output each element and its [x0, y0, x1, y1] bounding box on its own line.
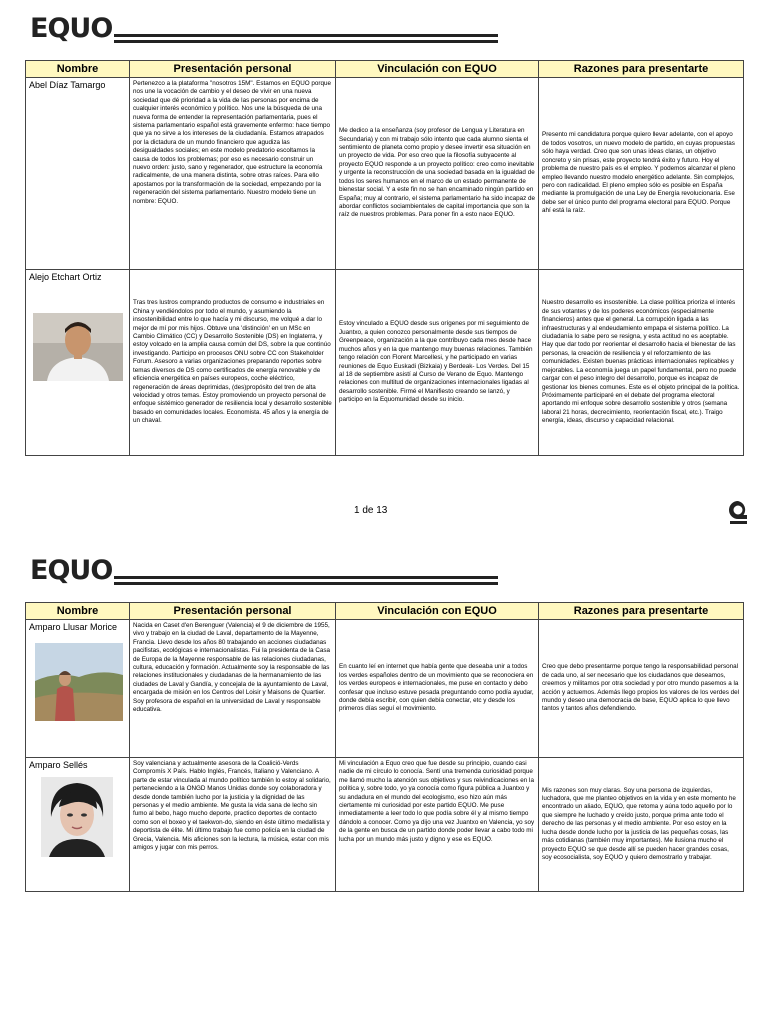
candidate-presentation: Tras tres lustros comprando productos de consumo e industriales en China y vendiéndolos por todo el mundo, y asumiendo la insostenibilidad entre lo que hacía y mi discurso, me volqué a dar lo mejor de mí por mis hijos. Obtuve una 'distinción' en un MSc en Cambio Climático (CC) y Desarrollo Sostenible (DS) en Inglaterra, y estoy volcado en la amplia causa común del DS, sobre la que continúo investigando. Participo en procesos ONU sobre CC con Stakeholder Forum. Asesoro a varias organizaciones preparando reportes sobre temas diversos de DS como certificados de energía renovable y de eficiencia energética en países europeos, coche eléctrico, regeneración de áreas deprimidas, (des)propósito del tren de alta velocidad y otros temas. Estoy promoviendo un proyecto personal de enfoque sistémico generador de resiliencia local y desarrollo sostenible basado en comunidades locales. Economista. 45 años y la energía de un chaval. — [130, 270, 336, 456]
table-row — [26, 78, 744, 270]
equo-logo: EQUO — [30, 555, 113, 586]
table-row — [26, 758, 744, 892]
header-rules — [114, 576, 498, 588]
candidate-photo — [35, 643, 123, 721]
candidate-name-cell — [26, 758, 130, 892]
candidate-vinculacion: Me dedico a la enseñanza (soy profesor de Lengua y Literatura en Secundaria) y con mi trabajo sólo intento que cada alumno sienta el sentimiento de planeta como propio y desee invertir esa situación en un proyecto de vida. Por eso creo que la filosofía subyacente al proyecto EQUO responde a un proyecto político: creo como inevitable y urgente la reconstrucción de una sociedad basada en la igualdad de todos los seres humanos en el marco de un estado permanente de bienestar social. Y a este fin no se han encaminado ningún partido en España; muy al contrario, el sistema parlamentario ha sido incapaz de abordar conflictos sociambientales de capital importancia que son la raíz de nuestros problemas. Para poner fin a esto nace EQUO. — [336, 78, 539, 270]
candidate-razones: Presento mi candidatura porque quiero llevar adelante, con el apoyo de todos vosotros, un nuevo modelo de partido, en cuyas propuestas sólo haya verdad. Creo que son unas ideas claras, un objetivo concreto y sin prisas, este proyecto tendrá éxito y futuro. Hoy el problema de nuestro país es el empleo. Y podemos alcanzar el pleno empleo llevando nuestro modelo energético adelante. Sin complejos, pero con radicalidad. El pleno empleo sólo es posible en España mediante la promulgación de una Ley de Energía revolucionaria. Ese debe ser el único punto del programa electoral para EQUO. Porque ahí está la raíz. — [539, 78, 744, 270]
candidate-name-cell — [26, 620, 130, 758]
table-row — [26, 270, 744, 456]
page-header — [30, 14, 500, 50]
table-header-row — [26, 61, 744, 78]
column-header-name: Nombre — [26, 603, 130, 620]
column-header-vinculacion: Vinculación con EQUO — [336, 61, 539, 78]
page-footer — [0, 505, 768, 525]
candidate-razones: Nuestro desarrollo es insostenible. La clase política prioriza el interés de sus votantes y de los poderes económicos (especialmente financieros) antes que el general. La corrupción ligada a las infraestructuras y al endeudamiento empapa el sistema político. La ciudadanía lo sabe pero se resigna, y esta actitud no es aceptable. Hay que dar todo por reorientar el desarrollo hacia el bienestar de las personas, la creación de resiliencia y el reforzamiento de las comunidades. Existen buenas prácticas internacionales replicables y mejorables. La economía juega un papel fundamental, pero no puede cargar con el peso integro del desarrollo, porque es incapaz de gestionar los bienes comunes. Este es el objeto principal de la política. Próximamente participaré en el debate del programa electoral aportando mi enfoque sobre desarrollo sostenible y otros (semana laboral 21 horas, decrecimiento, reorientación fiscal, etc.). Traigo energía, ideas, discurso y capacidad relacional. — [539, 270, 744, 456]
candidate-presentation: Pertenezco a la plataforma "nosotros 15M". Estamos en EQUO porque nos une la vocación de cambio y el deseo de vivir en una nueva sociedad que dé prioridad a la vida de las personas por encima de cualquier interés económico y político. Nos une la búsqueda de una nueva forma de entender la representación parlamentaria, pues el sistema parlamentario español está gravemente enfermo: hace tiempo que ya no sirve a los intereses de la ciudadanía. Estamos atrapados por la dictadura de un mundo financiero que agudiza las desigualdades sociales; en este modelo predatorio escoltamos la causa de todos los problemas; por eso es necesario construir un nuevo orden: justo, sano y regenerador, que estructure la economía radicalmente, de una manera distinta, sobre otras raíces. Para ello apostamos por la transformación de la sociedad, empezando por la regeneración del sistema parlamentario. Nuestro modelo tiene un nombre: EQUO. — [130, 78, 336, 270]
candidate-name: Amparo Llusar Morice — [29, 622, 118, 632]
candidate-razones: Mis razones son muy claras. Soy una persona de izquierdas, luchadora, que me planteo objetivos en la vida y en este momento he encontrado un aliado, EQUO, que retoma y aúna todo aquello por lo que siempre he luchado y creído justo, porque prima ante todo el derecho de las personas y el medio ambiente. Por eso estoy en la lucha desde donde lucho por la justicia de las pequeñas cosas, las más cotidianas (también muy importantes). Me ilusiona mucho el proyecto EQUO se que desde allí se pueden hacer grandes cosas, soy ecosocialista, soy EQUO y quiero demostrarlo y trabajar. — [539, 758, 744, 892]
candidate-vinculacion: Mi vinculación a Equo creo que fue desde su principio, cuando casi nadie de mi círculo lo conocía. Sentí una tremenda curiosidad porque me llamó mucho la atención sus objetivos y sus reivindicaciones en la política y, sobre todo, yo ya conocía como figura pública a Juantxo y su andadura en el mundo del ecologismo, eso hizo aún más ciertamente mi curiosidad por este partido EQUO. Me puse inmediatamente a leer todo lo que podía sobre él y al mismo tiempo dándolo a conocer. Como ya dijo una vez Juantxo en Valencia, yo soy de la gente en busca de un partido donde poder llevar a cabo todo mi lucha por un mundo más justo y digno y ese es EQUO. — [336, 758, 539, 892]
candidates-table-page-2 — [25, 602, 744, 892]
candidate-presentation: Soy valenciana y actualmente asesora de la Coalició-Verds Compromís X País. Hablo Inglés, Francés, Italiano y Valenciano. A parte de estar vinculada al mundo político también lo estoy al solidario, perteneciendo a la ONGD Manos Unidas donde soy colaboradora y desde donde también lucho por la justicia y la dignidad de las personas y el medio ambiente. Me gusta la vida sana de lecho sin fumo al bebo, hago mucho deporte, practico deportes de contacto como son el boxeo y el taekwon-do, siendo en éste último medallista y deportista de élite. Mi último trabajo fue como policía en la ciudad de Grecia, Valencia. Mis aficiones son la lectura, la música, estar con mis amigos y jugar con mis perros. — [130, 758, 336, 892]
column-header-razones: Razones para presentarte — [539, 603, 744, 620]
column-header-vinculacion: Vinculación con EQUO — [336, 603, 539, 620]
page-number: 1 de 13 — [354, 505, 388, 516]
candidate-photo — [41, 777, 113, 857]
column-header-razones: Razones para presentarte — [539, 61, 744, 78]
column-header-presentation: Presentación personal — [130, 603, 336, 620]
table-row — [26, 620, 744, 758]
candidate-razones: Creo que debo presentarme porque tengo la responsabilidad personal de cada uno, al ser necesario que los ciudadanos que deseamos, creemos y militamos por otra sociedad y por otro mundo pasemos a la acción y actuemos. Además llego propios los valores de los verdes del mundo y deseo una democracia de base, EQUO aplica lo que llevo tantos y tantos años defendiendo. — [539, 620, 744, 758]
candidate-vinculacion: Estoy vinculado a EQUO desde sus orígenes por mi seguimiento de Juantxo, a quien conozco personalmente desde sus tiempos de Greenpeace, organización a la que contribuyo cada mes desde hace muchos años y en la que mantengo muy buenas relaciones. También tengo relación con Florent Marcellesi, y he participado en varias reuniones de Equo Euskadi (Bizkaia) y Berdeak- Los Verdes. Del 15 al 18 de septiembre asistí al Curso de Verano de Equo. Mantengo relaciones con multitud de organizaciones internacionales ligadas al desarrollo sostenible. Firmé el Manifiesto creando se lanzó, y participo en la Equomunidad desde su inicio. — [336, 270, 539, 456]
table-header-row — [26, 603, 744, 620]
candidate-name-cell — [26, 270, 130, 456]
candidate-name: Abel Díaz Tamargo — [26, 78, 130, 270]
equo-q-icon — [726, 499, 750, 525]
column-header-presentation: Presentación personal — [130, 61, 336, 78]
column-header-name: Nombre — [26, 61, 130, 78]
equo-logo: EQUO — [30, 13, 113, 44]
candidate-vinculacion: En cuanto leí en internet que había gente que deseaba unir a todos los verdes españoles dentro de un movimiento que se reconociera en los verdes europeos e internacionales, me puse en contacto y debo confesar que incluso estuve pesada preguntando como podía ayudar, donde debía escribir, con quien debía conectar, etc y desde los primeros días seguí el movimiento. — [336, 620, 539, 758]
candidate-photo — [33, 313, 123, 381]
page-header — [30, 556, 500, 592]
candidates-table-page-1 — [25, 60, 744, 456]
candidate-presentation: Nacida en Caset d'en Berenguer (Valencia) el 9 de diciembre de 1955, vivo y trabajo en la ciudad de Laval, departamento de la Mayenne, Francia. Llevo desde los años 80 trabajando en acciones ciudadanas pacifistas, ecológicas e internacionalistas. Fui la presidenta de la Casa de Europa de la Mayenne responsable de las relaciones ciudadanas, cultura, educación y formación. Actualmente soy la responsable de las relaciones institucionales y ciudadanas de la hermanamiento de las ciudades de Laval y Gandía, y concejala de la ayuntamiento de Laval, encargada de misión en los Centros del Loisir y Maisons de Quartier. Soy profesora de español en la universidad de Laval y responsable educativa. — [130, 620, 336, 758]
header-rules — [114, 34, 498, 46]
candidate-name: Amparo Sellés — [29, 760, 88, 770]
candidate-name: Alejo Etchart Ortiz — [29, 272, 102, 282]
